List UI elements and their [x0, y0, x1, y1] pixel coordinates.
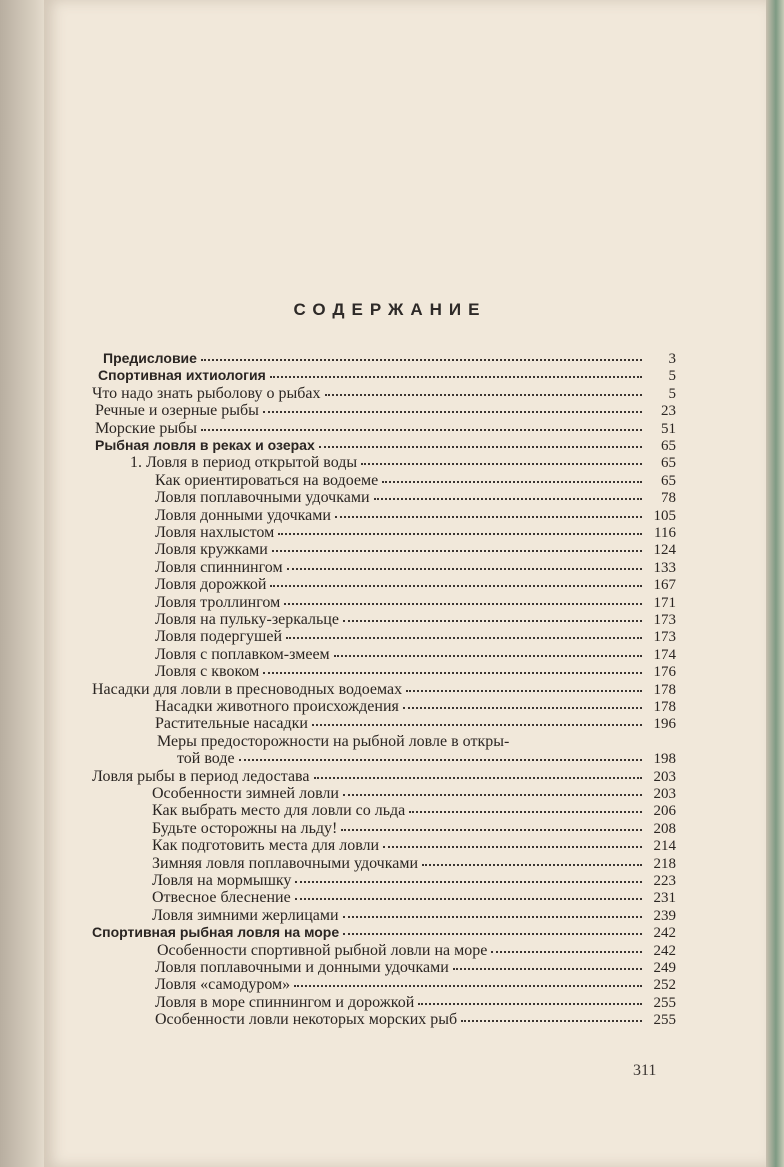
toc-entry-title: Растительные насадки — [155, 715, 308, 732]
toc-leader-dots — [239, 748, 642, 761]
toc-entry-page: 255 — [653, 995, 676, 1011]
toc-leader-dots — [312, 713, 642, 726]
toc-entry-title: Ловля на пульку-зеркальце — [155, 611, 339, 628]
toc-entry-title: Особенности зимней ловли — [152, 785, 339, 802]
toc-entry-title: Особенности спортивной рыбной ловли на море — [157, 942, 488, 959]
toc-leader-dots — [287, 557, 642, 570]
toc-entry — [92, 924, 676, 941]
toc-entry-page: 242 — [653, 943, 676, 959]
toc-entry-title: Как выбрать место для ловли со льда — [152, 802, 406, 819]
toc-leader-dots — [201, 418, 642, 431]
toc-leader-dots — [343, 783, 642, 796]
toc-leader-dots — [325, 383, 642, 396]
toc-entry-page: 223 — [653, 873, 676, 889]
toc-leader-dots — [334, 644, 642, 657]
toc-entry-page: 105 — [653, 508, 676, 524]
toc-entry-page: 239 — [653, 908, 676, 924]
toc-entry-title: Насадки для ловли в пресноводных водоемах — [92, 681, 403, 698]
toc-entry-title: Спортивная рыбная ловля на море — [92, 924, 340, 940]
toc-entry-page: 5 — [668, 368, 676, 384]
toc-entry-page: 65 — [661, 455, 676, 471]
toc-leader-dots — [382, 470, 642, 483]
toc-leader-dots — [461, 1009, 642, 1022]
toc-entry-page: 173 — [653, 629, 676, 645]
toc-entry-title: Ловля подергушей — [155, 628, 283, 645]
toc-entry — [177, 750, 676, 767]
toc-entry-title: Ловля дорожкой — [155, 576, 267, 593]
toc-entry — [155, 541, 676, 558]
toc-entry-page: 206 — [653, 803, 676, 819]
toc-leader-dots — [295, 870, 642, 883]
toc-entry-title: Морские рыбы — [95, 420, 198, 437]
toc-entry-title: Будьте осторожны на льду! — [152, 820, 338, 837]
toc-entry-page: 167 — [653, 577, 676, 593]
toc-entry-title: Что надо знать рыболову о рыбах — [92, 385, 321, 402]
toc-leader-dots — [422, 853, 642, 866]
toc-entry-page: 51 — [661, 421, 676, 437]
toc-entry-title: Рыбная ловля в реках и озерах — [95, 437, 315, 453]
toc-entry — [95, 402, 676, 419]
toc-entry-title: Ловля на мормышку — [152, 872, 292, 889]
toc-entry-title: Ловля кружками — [155, 541, 268, 558]
toc-entry-title: Ловля зимними жерлицами — [152, 907, 339, 924]
toc-entry-title: Отвесное блеснение — [152, 889, 291, 906]
toc-leader-dots — [343, 905, 642, 918]
toc-leader-dots — [491, 940, 642, 953]
toc-entry — [155, 976, 676, 993]
toc-entry-title: Ловля с поплавком-змеем — [155, 646, 330, 663]
toc-entry — [155, 489, 676, 506]
toc-leader-dots — [270, 365, 642, 378]
toc-entry-title: Ловля рыбы в период ледостава — [92, 768, 310, 785]
toc-entry-page: 23 — [661, 403, 676, 419]
toc-entry-title: Речные и озерные рыбы — [95, 402, 259, 419]
toc-entry — [155, 576, 676, 593]
toc-entry-page: 214 — [653, 838, 676, 854]
book-spine-shadow — [0, 0, 48, 1167]
toc-entry-page: 252 — [653, 977, 676, 993]
toc-entry-title: Ловля троллингом — [155, 594, 281, 611]
toc-entry-title: 1. Ловля в период открытой воды — [130, 454, 358, 471]
contents-heading: СОДЕРЖАНИЕ — [293, 300, 487, 319]
toc-entry-page: 249 — [653, 960, 676, 976]
toc-entry-page: 178 — [653, 682, 676, 698]
toc-entry-title: Предисловие — [103, 350, 197, 366]
toc-leader-dots — [278, 522, 642, 535]
toc-entry-title: Ловля спиннингом — [155, 559, 283, 576]
toc-leader-dots — [270, 574, 642, 587]
toc-entry-page: 198 — [653, 751, 676, 767]
toc-leader-dots — [284, 592, 642, 605]
toc-leader-dots — [343, 922, 642, 935]
toc-leader-dots — [383, 835, 642, 848]
toc-entry-page: 242 — [653, 925, 676, 941]
page-edge — [766, 0, 784, 1167]
toc-entry-page: 65 — [661, 438, 676, 454]
toc-entry-page: 178 — [653, 699, 676, 715]
toc-leader-dots — [201, 348, 642, 361]
toc-entry — [155, 1011, 676, 1028]
toc-entry-page: 176 — [653, 664, 676, 680]
toc-leader-dots — [295, 887, 642, 900]
toc-leader-dots — [409, 800, 642, 813]
toc-entry — [155, 715, 676, 732]
toc-entry-page: 133 — [653, 560, 676, 576]
toc-entry — [152, 837, 676, 854]
toc-entry-page: 65 — [661, 473, 676, 489]
toc-entry-page: 203 — [653, 786, 676, 802]
toc-entry-page: 255 — [653, 1012, 676, 1028]
toc-leader-dots — [374, 487, 642, 500]
toc-leader-dots — [341, 818, 642, 831]
toc-entry — [98, 367, 676, 384]
toc-leader-dots — [319, 435, 642, 448]
toc-entry-title: Как ориентироваться на водоеме — [155, 472, 379, 489]
toc-leader-dots — [418, 992, 642, 1005]
toc-entry-page: 124 — [653, 542, 676, 558]
toc-leader-dots — [263, 400, 642, 413]
toc-entry-page: 196 — [653, 716, 676, 732]
toc-entry-title: Ловля с квоком — [155, 663, 260, 680]
toc-entry — [152, 889, 676, 906]
toc-leader-dots — [263, 661, 642, 674]
toc-entry-page: 116 — [654, 525, 676, 541]
toc-entry-page: 171 — [653, 595, 676, 611]
toc-entry-title: Зимняя ловля поплавочными удочками — [152, 855, 419, 872]
toc-entry-page: 218 — [653, 856, 676, 872]
toc-entry-title: Ловля донными удочками — [155, 507, 331, 524]
toc-entry-title: той воде — [177, 750, 235, 767]
toc-entry-page: 173 — [653, 612, 676, 628]
toc-entry — [155, 663, 676, 680]
toc-entry-title: Спортивная ихтиология — [98, 367, 266, 383]
toc-entry-page: 231 — [653, 890, 676, 906]
toc-entry — [155, 628, 676, 645]
toc-leader-dots — [335, 505, 642, 518]
toc-entry-title: Ловля нахлыстом — [155, 524, 275, 541]
toc-entry-page: 203 — [653, 769, 676, 785]
toc-leader-dots — [453, 957, 642, 970]
toc-entry — [152, 802, 676, 819]
toc-leader-dots — [294, 974, 642, 987]
toc-entry-title: Как подготовить места для ловли — [152, 837, 380, 854]
toc-leader-dots — [272, 539, 642, 552]
toc-leader-dots — [343, 609, 642, 622]
page-number: 311 — [633, 1062, 657, 1079]
toc-entry-title: Ловля поплавочными и донными удочками — [155, 959, 449, 976]
toc-entry-title: Меры предосторожности на рыбной ловле в откры- — [157, 733, 510, 750]
toc-entry-page: 174 — [653, 647, 676, 663]
toc-entry-page: 5 — [668, 386, 676, 402]
toc-entry-page: 3 — [668, 351, 676, 367]
toc-entry-title: Ловля поплавочными удочками — [155, 489, 370, 506]
toc-entry-title: Ловля в море спиннингом и дорожкой — [155, 994, 415, 1011]
toc-entry-page: 78 — [661, 490, 676, 506]
toc-entry — [130, 454, 676, 471]
toc-leader-dots — [406, 679, 642, 692]
toc-entry-title: Насадки животного происхождения — [155, 698, 399, 715]
toc-entry-page: 208 — [653, 821, 676, 837]
toc-leader-dots — [403, 696, 642, 709]
toc-leader-dots — [361, 452, 642, 465]
toc-entry-title: Особенности ловли некоторых морских рыб — [155, 1011, 458, 1028]
toc-leader-dots — [286, 626, 642, 639]
toc-entry-title: Ловля «самодуром» — [155, 976, 291, 993]
toc-leader-dots — [314, 766, 643, 779]
